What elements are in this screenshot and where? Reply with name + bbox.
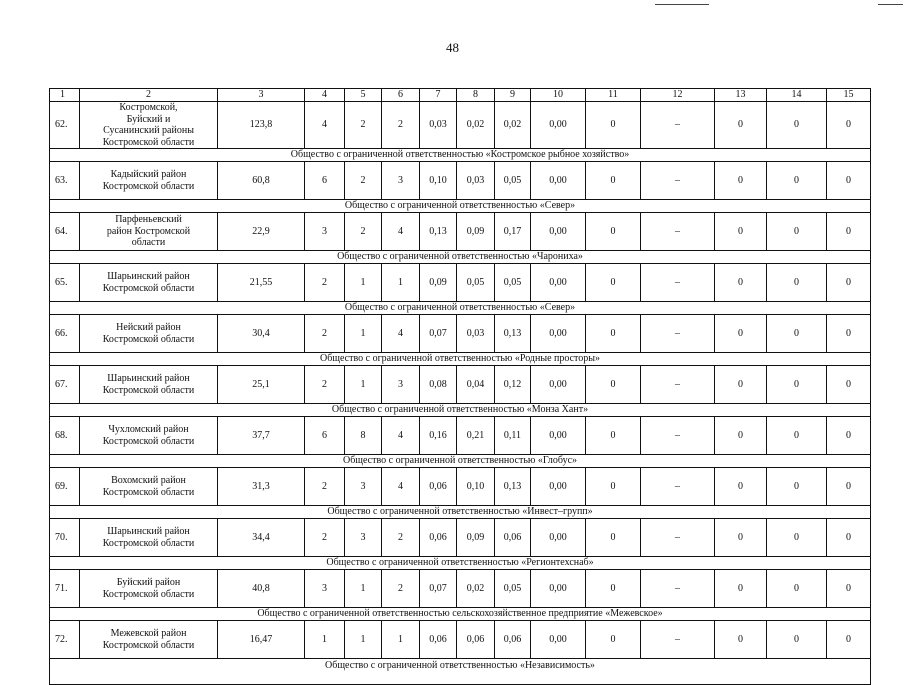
value-cell-13: 0 xyxy=(715,162,767,200)
value-cell-9: 0,13 xyxy=(495,468,531,506)
value-cell-9: 0,17 xyxy=(495,213,531,251)
organization-name: Общество с ограниченной ответственностью сельскохозяйственное предприятие «Межевское» xyxy=(50,608,871,621)
value-cell-13: 0 xyxy=(715,315,767,353)
area-line: Кадыйский район xyxy=(110,169,187,180)
value-cell-8: 0,03 xyxy=(457,162,495,200)
value-cell-4: 6 xyxy=(305,162,345,200)
value-cell-4: 3 xyxy=(305,570,345,608)
value-cell-10: 0,00 xyxy=(531,417,586,455)
value-cell-10: 0,00 xyxy=(531,315,586,353)
column-header: 3 xyxy=(218,89,305,102)
row-number: 65. xyxy=(50,264,80,302)
area-line: Костромской области xyxy=(102,486,195,498)
area-line: Костромской, xyxy=(119,102,178,113)
column-header: 8 xyxy=(457,89,495,102)
value-cell-13: 0 xyxy=(715,570,767,608)
value-cell-8: 0,03 xyxy=(457,315,495,353)
value-cell-10: 0,00 xyxy=(531,570,586,608)
value-cell-14: 0 xyxy=(767,264,827,302)
value-cell-15: 0 xyxy=(827,570,871,608)
area-line: Парфеньевский xyxy=(115,214,182,226)
organization-name: Общество с ограниченной ответственностью «Костромское рыбное хозяйство» xyxy=(50,149,871,162)
value-cell-7: 0,08 xyxy=(420,366,457,404)
organization-row xyxy=(50,251,871,264)
area-cell xyxy=(80,162,218,200)
area-line: Костромской области xyxy=(102,435,195,447)
value-cell-13: 0 xyxy=(715,213,767,251)
value-cell-3: 37,7 xyxy=(218,417,305,455)
area-line: Шарьинский район xyxy=(107,271,190,282)
area-line: Костромской области xyxy=(102,384,195,396)
column-header: 15 xyxy=(827,89,871,102)
value-cell-13: 0 xyxy=(715,468,767,506)
value-cell-8: 0,09 xyxy=(457,519,495,557)
value-cell-14: 0 xyxy=(767,213,827,251)
value-cell-8: 0,04 xyxy=(457,366,495,404)
column-header: 12 xyxy=(641,89,715,102)
value-cell-9: 0,05 xyxy=(495,570,531,608)
value-cell-8: 0,02 xyxy=(457,102,495,149)
column-header: 2 xyxy=(80,89,218,102)
value-cell-5: 2 xyxy=(345,102,382,149)
value-cell-13: 0 xyxy=(715,417,767,455)
organization-name: Общество с ограниченной ответственностью «Север» xyxy=(50,200,871,213)
organization-row xyxy=(50,149,871,162)
value-cell-13: 0 xyxy=(715,621,767,659)
value-cell-7: 0,07 xyxy=(420,570,457,608)
column-header: 11 xyxy=(586,89,641,102)
row-number: 67. xyxy=(50,366,80,404)
area-line: Костромской области xyxy=(102,136,195,148)
value-cell-10: 0,00 xyxy=(531,162,586,200)
value-cell-5: 1 xyxy=(345,366,382,404)
value-cell-6: 2 xyxy=(382,519,420,557)
value-cell-6: 4 xyxy=(382,213,420,251)
area-line: Шарьинский район xyxy=(107,373,190,384)
area-cell xyxy=(80,366,218,404)
area-line: Шарьинский район xyxy=(107,526,190,537)
value-cell-14: 0 xyxy=(767,519,827,557)
value-cell-4: 3 xyxy=(305,213,345,251)
value-cell-8: 0,10 xyxy=(457,468,495,506)
value-cell-3: 21,55 xyxy=(218,264,305,302)
value-cell-12: – xyxy=(641,621,715,659)
area-cell xyxy=(80,468,218,506)
value-cell-9: 0,05 xyxy=(495,162,531,200)
value-cell-10: 0,00 xyxy=(531,102,586,149)
organization-row xyxy=(50,302,871,315)
table-row xyxy=(50,366,871,404)
row-number: 64. xyxy=(50,213,80,251)
row-number: 69. xyxy=(50,468,80,506)
value-cell-7: 0,07 xyxy=(420,315,457,353)
value-cell-15: 0 xyxy=(827,162,871,200)
value-cell-13: 0 xyxy=(715,366,767,404)
value-cell-5: 1 xyxy=(345,264,382,302)
header-row xyxy=(50,89,871,102)
organization-name: Общество с ограниченной ответственностью «Регионтехснаб» xyxy=(50,557,871,570)
value-cell-11: 0 xyxy=(586,315,641,353)
value-cell-3: 34,4 xyxy=(218,519,305,557)
value-cell-6: 2 xyxy=(382,102,420,149)
value-cell-10: 0,00 xyxy=(531,621,586,659)
value-cell-5: 1 xyxy=(345,315,382,353)
value-cell-8: 0,02 xyxy=(457,570,495,608)
area-line: Костромской области xyxy=(102,180,195,192)
organization-name: Общество с ограниченной ответственностью «Родные просторы» xyxy=(50,353,871,366)
value-cell-6: 4 xyxy=(382,417,420,455)
row-number: 62. xyxy=(50,102,80,149)
value-cell-7: 0,06 xyxy=(420,621,457,659)
area-line: Костромской области xyxy=(102,639,195,651)
value-cell-5: 1 xyxy=(345,621,382,659)
area-line: Костромской области xyxy=(102,282,195,294)
value-cell-5: 8 xyxy=(345,417,382,455)
value-cell-14: 0 xyxy=(767,468,827,506)
organization-name: Общество с ограниченной ответственностью «Независимость» xyxy=(50,659,871,685)
table-row xyxy=(50,162,871,200)
value-cell-15: 0 xyxy=(827,366,871,404)
area-line: Костромской области xyxy=(102,588,195,600)
value-cell-3: 25,1 xyxy=(218,366,305,404)
value-cell-7: 0,16 xyxy=(420,417,457,455)
value-cell-11: 0 xyxy=(586,621,641,659)
value-cell-12: – xyxy=(641,519,715,557)
value-cell-12: – xyxy=(641,468,715,506)
value-cell-11: 0 xyxy=(586,366,641,404)
table-row xyxy=(50,417,871,455)
column-header: 14 xyxy=(767,89,827,102)
value-cell-3: 123,8 xyxy=(218,102,305,149)
value-cell-11: 0 xyxy=(586,417,641,455)
area-line: Костромской области xyxy=(102,537,195,549)
area-line: Костромской области xyxy=(102,333,195,345)
area-line: район Костромской xyxy=(106,225,191,237)
value-cell-14: 0 xyxy=(767,417,827,455)
area-cell xyxy=(80,213,218,251)
value-cell-12: – xyxy=(641,102,715,149)
column-header: 10 xyxy=(531,89,586,102)
value-cell-5: 3 xyxy=(345,519,382,557)
value-cell-10: 0,00 xyxy=(531,366,586,404)
value-cell-4: 2 xyxy=(305,264,345,302)
value-cell-12: – xyxy=(641,162,715,200)
area-cell xyxy=(80,519,218,557)
value-cell-7: 0,06 xyxy=(420,468,457,506)
value-cell-6: 3 xyxy=(382,366,420,404)
value-cell-15: 0 xyxy=(827,519,871,557)
organization-row xyxy=(50,404,871,417)
value-cell-14: 0 xyxy=(767,621,827,659)
value-cell-14: 0 xyxy=(767,366,827,404)
value-cell-11: 0 xyxy=(586,102,641,149)
row-number: 70. xyxy=(50,519,80,557)
value-cell-8: 0,09 xyxy=(457,213,495,251)
value-cell-4: 4 xyxy=(305,102,345,149)
row-number: 66. xyxy=(50,315,80,353)
column-header: 4 xyxy=(305,89,345,102)
value-cell-11: 0 xyxy=(586,162,641,200)
value-cell-7: 0,10 xyxy=(420,162,457,200)
value-cell-12: – xyxy=(641,213,715,251)
area-line: области xyxy=(131,237,166,249)
value-cell-7: 0,03 xyxy=(420,102,457,149)
value-cell-5: 2 xyxy=(345,162,382,200)
value-cell-11: 0 xyxy=(586,264,641,302)
scan-mark xyxy=(878,4,903,5)
value-cell-5: 1 xyxy=(345,570,382,608)
organization-row xyxy=(50,557,871,570)
value-cell-6: 4 xyxy=(382,315,420,353)
value-cell-13: 0 xyxy=(715,102,767,149)
area-line: Сусанинский районы xyxy=(103,125,194,136)
value-cell-8: 0,05 xyxy=(457,264,495,302)
value-cell-3: 40,8 xyxy=(218,570,305,608)
scan-mark xyxy=(655,4,709,5)
value-cell-7: 0,06 xyxy=(420,519,457,557)
row-number: 68. xyxy=(50,417,80,455)
value-cell-15: 0 xyxy=(827,102,871,149)
value-cell-4: 2 xyxy=(305,519,345,557)
value-cell-10: 0,00 xyxy=(531,213,586,251)
value-cell-14: 0 xyxy=(767,315,827,353)
organization-row xyxy=(50,506,871,519)
organization-row xyxy=(50,353,871,366)
value-cell-7: 0,13 xyxy=(420,213,457,251)
value-cell-11: 0 xyxy=(586,570,641,608)
value-cell-6: 3 xyxy=(382,162,420,200)
value-cell-4: 6 xyxy=(305,417,345,455)
column-header: 9 xyxy=(495,89,531,102)
value-cell-9: 0,12 xyxy=(495,366,531,404)
value-cell-4: 2 xyxy=(305,468,345,506)
table-row xyxy=(50,570,871,608)
area-line: Буйский и xyxy=(126,113,171,125)
value-cell-13: 0 xyxy=(715,519,767,557)
column-header: 1 xyxy=(50,89,80,102)
table-row xyxy=(50,519,871,557)
value-cell-15: 0 xyxy=(827,264,871,302)
value-cell-4: 2 xyxy=(305,315,345,353)
area-line: Чухломский район xyxy=(108,424,189,435)
value-cell-6: 2 xyxy=(382,570,420,608)
value-cell-3: 31,3 xyxy=(218,468,305,506)
organization-name: Общество с ограниченной ответственностью «Север» xyxy=(50,302,871,315)
value-cell-12: – xyxy=(641,417,715,455)
value-cell-11: 0 xyxy=(586,213,641,251)
table-row xyxy=(50,315,871,353)
table-row xyxy=(50,102,871,149)
value-cell-4: 2 xyxy=(305,366,345,404)
value-cell-6: 1 xyxy=(382,264,420,302)
value-cell-9: 0,05 xyxy=(495,264,531,302)
value-cell-9: 0,02 xyxy=(495,102,531,149)
value-cell-15: 0 xyxy=(827,213,871,251)
area-line: Межевской район xyxy=(110,628,187,639)
table-row xyxy=(50,468,871,506)
area-cell xyxy=(80,417,218,455)
area-cell xyxy=(80,570,218,608)
value-cell-13: 0 xyxy=(715,264,767,302)
column-header: 7 xyxy=(420,89,457,102)
value-cell-15: 0 xyxy=(827,315,871,353)
column-header: 13 xyxy=(715,89,767,102)
row-number: 72. xyxy=(50,621,80,659)
row-number: 71. xyxy=(50,570,80,608)
value-cell-9: 0,11 xyxy=(495,417,531,455)
value-cell-9: 0,13 xyxy=(495,315,531,353)
organization-row xyxy=(50,200,871,213)
value-cell-3: 16,47 xyxy=(218,621,305,659)
value-cell-15: 0 xyxy=(827,468,871,506)
value-cell-14: 0 xyxy=(767,102,827,149)
organization-row xyxy=(50,608,871,621)
value-cell-11: 0 xyxy=(586,468,641,506)
area-cell xyxy=(80,315,218,353)
column-header: 5 xyxy=(345,89,382,102)
value-cell-6: 1 xyxy=(382,621,420,659)
organization-name: Общество с ограниченной ответственностью «Глобус» xyxy=(50,455,871,468)
organization-name: Общество с ограниченной ответственностью «Инвест–групп» xyxy=(50,506,871,519)
value-cell-15: 0 xyxy=(827,621,871,659)
value-cell-3: 60,8 xyxy=(218,162,305,200)
value-cell-8: 0,06 xyxy=(457,621,495,659)
area-line: Нейский район xyxy=(116,322,181,333)
area-line: Вохомский район xyxy=(111,475,186,486)
value-cell-9: 0,06 xyxy=(495,621,531,659)
value-cell-5: 2 xyxy=(345,213,382,251)
organization-row xyxy=(50,659,871,685)
value-cell-10: 0,00 xyxy=(531,264,586,302)
value-cell-5: 3 xyxy=(345,468,382,506)
value-cell-6: 4 xyxy=(382,468,420,506)
value-cell-8: 0,21 xyxy=(457,417,495,455)
table-row xyxy=(50,264,871,302)
value-cell-11: 0 xyxy=(586,519,641,557)
organization-row xyxy=(50,455,871,468)
value-cell-10: 0,00 xyxy=(531,468,586,506)
area-cell xyxy=(80,102,218,149)
column-header: 6 xyxy=(382,89,420,102)
value-cell-14: 0 xyxy=(767,570,827,608)
value-cell-12: – xyxy=(641,315,715,353)
table-row xyxy=(50,213,871,251)
organization-name: Общество с ограниченной ответственностью «Монза Хант» xyxy=(50,404,871,417)
value-cell-3: 30,4 xyxy=(218,315,305,353)
page-number: 48 xyxy=(446,40,459,55)
area-line: Буйский район xyxy=(116,577,181,588)
data-table xyxy=(49,88,871,685)
value-cell-12: – xyxy=(641,264,715,302)
value-cell-15: 0 xyxy=(827,417,871,455)
value-cell-3: 22,9 xyxy=(218,213,305,251)
value-cell-9: 0,06 xyxy=(495,519,531,557)
value-cell-10: 0,00 xyxy=(531,519,586,557)
value-cell-7: 0,09 xyxy=(420,264,457,302)
value-cell-12: – xyxy=(641,366,715,404)
value-cell-12: – xyxy=(641,570,715,608)
value-cell-4: 1 xyxy=(305,621,345,659)
area-cell xyxy=(80,264,218,302)
value-cell-14: 0 xyxy=(767,162,827,200)
row-number: 63. xyxy=(50,162,80,200)
organization-name: Общество с ограниченной ответственностью «Чарониха» xyxy=(50,251,871,264)
